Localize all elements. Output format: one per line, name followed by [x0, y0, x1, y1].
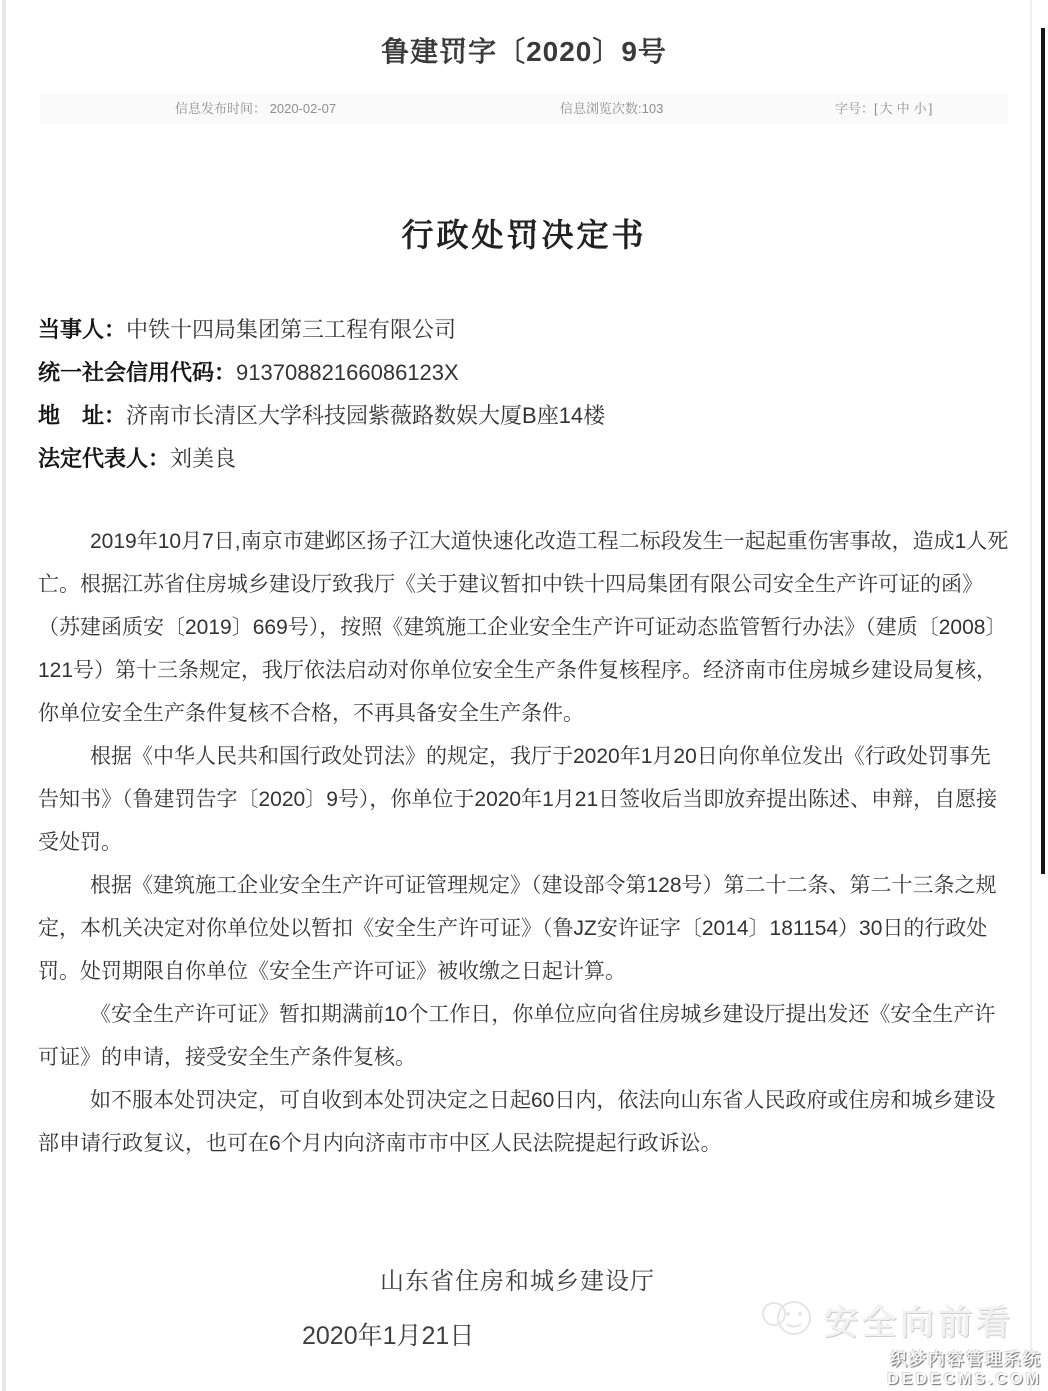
watermark-brand: 安全向前看 [824, 1304, 1014, 1342]
right-edge-line [1030, 0, 1032, 1391]
cms-watermark-line1: 织梦内容管理系统 [890, 1350, 1042, 1369]
cms-watermark-line2: DEDECMS.COM [887, 1371, 1042, 1388]
field-label: 地 址： [38, 403, 127, 428]
field-value: 91370882166086123X [236, 360, 459, 385]
publish-time-label: 信息发布时间： [175, 101, 267, 116]
paragraph: 《安全生产许可证》暂扣期满前10个工作日，你单位应向省住房城乡建设厅提出发还《安全生产许可证》的申请，接受安全生产条件复核。 [38, 1003, 996, 1069]
bracket-open: [ [874, 101, 878, 116]
field-row-legal-representative [38, 437, 1010, 480]
field-row-credit-code [38, 351, 1010, 394]
paragraph: 根据《中华人民共和国行政处罚法》的规定，我厅于2020年1月20日向你单位发出《行政处罚事先告知书》（鲁建罚告字〔2020〕9号），你单位于2020年1月21日签收后当即放弃提出陈述、申辩，自愿接受处罚。 [38, 745, 998, 854]
party-info-block [38, 308, 1010, 480]
publish-time-value: 2020-02-07 [269, 101, 337, 116]
paragraph: 根据《建筑施工企业安全生产许可证管理规定》（建设部令第128号）第二十二条、第二十三条之规定，本机关决定对你单位处以暂扣《安全生产许可证》（鲁JZ安许证字〔2014〕181154）30日的行政处罚。处罚期限自你单位《安全生产许可证》被收缴之日起计算。 [38, 874, 997, 983]
field-label: 法定代表人： [38, 446, 171, 471]
doc-number: 鲁建罚字〔2020〕9号 [381, 36, 667, 67]
view-count-value: 103 [641, 101, 664, 116]
signature-date: 2020年1月21日 [302, 1322, 475, 1350]
paragraph: 2019年10月7日,南京市建邺区扬子江大道快速化改造工程二标段发生一起起重伤害事故，造成1人死亡。根据江苏省住房城乡建设厅致我厅《关于建议暂扣中铁十四局集团有限公司安全生产许可证的函》（苏建函质安〔2019〕669号），按照《建筑施工企业安全生产许可证动态监管暂行办法》（建质〔2008〕121号）第十三条规定，我厅依法启动对你单位安全生产条件复核程序。经济南市住房城乡建设局复核，你单位安全生产条件复核不合格，不再具备安全生产条件。 [38, 530, 1009, 725]
font-size-label: 字号： [835, 101, 875, 116]
field-label: 当事人： [38, 317, 127, 342]
bracket-close: ] [928, 101, 933, 116]
field-row-party [38, 308, 1010, 351]
left-edge-strip [2, 0, 6, 1391]
font-size-option-large[interactable]: 大 [879, 101, 893, 116]
publish-time [175, 94, 336, 124]
font-size-option-small[interactable]: 小 [913, 101, 927, 116]
signature-agency: 山东省住房和城乡建设厅 [380, 1268, 655, 1295]
view-count [560, 94, 663, 124]
field-label: 统一社会信用代码： [38, 360, 237, 385]
field-value: 济南市长清区大学科技园紫薇路数娱大厦B座14楼 [126, 403, 606, 428]
watermark-logo-icon [760, 1294, 818, 1345]
paragraph: 如不服本处罚决定，可自收到本处罚决定之日起60日内，依法向山东省人民政府或住房和城乡建设部申请行政复议，也可在6个月内向济南市市中区人民法院提起行政诉讼。 [38, 1089, 996, 1155]
font-size-control [835, 94, 932, 124]
document-title: 行政处罚决定书 [401, 217, 647, 253]
decision-body [38, 520, 1010, 1165]
scrollbar-strip[interactable] [1041, 28, 1045, 874]
field-value: 中铁十四局集团第三工程有限公司 [126, 317, 457, 342]
meta-bar [40, 94, 1008, 124]
watermark [760, 1294, 1042, 1389]
field-row-address [38, 394, 1010, 437]
font-size-option-medium[interactable]: 中 [896, 101, 910, 116]
view-count-label: 信息浏览次数: [560, 101, 642, 116]
field-value: 刘美良 [170, 446, 237, 471]
